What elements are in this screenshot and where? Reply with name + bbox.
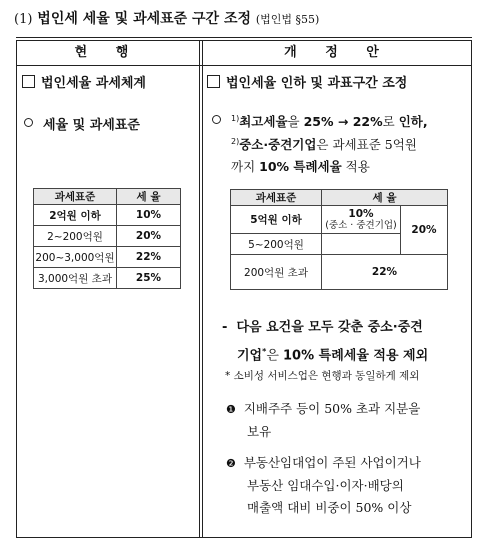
revised-section-heading: 법인세율 인하 및 과표구간 조정	[207, 72, 407, 91]
rate-cell: 10%	[117, 205, 181, 226]
number-one-icon: ❶	[226, 403, 236, 416]
rate-cell-sme: 10% (중소 · 중견기업)	[322, 206, 401, 234]
tax-base-cell: 3,000억원 초과	[34, 268, 117, 289]
footnote: * 소비성 서비스업은 현행과 동일하게 제외	[225, 370, 420, 382]
title-text: 법인세 세율 및 과세표준 구간 조정	[37, 11, 252, 27]
column-header-rate: 세 율	[322, 190, 448, 206]
rate-cell: 22%	[117, 247, 181, 268]
table-row	[34, 205, 181, 226]
header-revised: 개 정 안	[284, 45, 391, 60]
rate-cell: 20%	[117, 226, 181, 247]
column-header-tax-base: 과세표준	[231, 190, 322, 206]
column-divider	[199, 40, 200, 538]
revised-note-2: $^{2)}$중소·중견기업은 과세표준 5억원	[231, 137, 417, 153]
title-number: (1)	[14, 12, 33, 27]
circle-bullet-icon	[24, 118, 33, 127]
table-row	[34, 226, 181, 247]
rate-cell: 22%	[322, 255, 448, 290]
table-header-row	[231, 190, 448, 206]
tax-base-cell: 200억원 초과	[231, 255, 322, 290]
revised-note-2-cont: 까지 10% 특례세율 적용	[231, 159, 370, 174]
table-top-rule	[16, 37, 472, 38]
current-section-heading: 법인세율 과세체계	[22, 72, 146, 91]
table-header-row	[34, 189, 181, 205]
tax-base-cell: 2억원 이하	[34, 205, 117, 226]
title-law-reference: (법인법 §55)	[255, 13, 320, 26]
requirement-1: ❶ 지배주주 등이 50% 초과 지분을 보유	[226, 401, 421, 439]
exclusion-condition: - 다음 요건을 모두 갖춘 중소·중견 기업*은 10% 특례세율 적용 제외	[222, 320, 429, 364]
tax-base-cell: 2~200억원	[34, 226, 117, 247]
header-divider	[16, 65, 472, 66]
requirement-2: ❷ 부동산임대업이 주된 사업이거나 부동산 임대수입·이자·배당의 매출액 대비 비중이 50% 이상	[226, 455, 421, 515]
table-row	[34, 268, 181, 289]
revised-rate-table	[230, 189, 448, 290]
current-rate-table	[33, 188, 181, 289]
revised-note-1: $^{1)}$최고세율을 25% → 22%로 인하,	[212, 108, 428, 133]
rate-cell-merged: 20%	[401, 206, 448, 255]
page-title	[14, 8, 319, 28]
column-header-tax-base: 과세표준	[34, 189, 117, 205]
circle-bullet-icon	[212, 115, 221, 124]
checkbox-square-icon	[207, 75, 220, 88]
tax-base-cell: 200~3,000억원	[34, 247, 117, 268]
column-divider-inner	[202, 40, 203, 538]
header-current: 현 행	[74, 45, 141, 60]
table-row	[231, 255, 448, 290]
current-subheading: 세율 및 과세표준	[24, 114, 140, 133]
table-row	[231, 206, 448, 234]
number-two-icon: ❷	[226, 457, 236, 470]
rate-cell: 25%	[117, 268, 181, 289]
rate-cell-empty	[322, 234, 401, 255]
table-row	[34, 247, 181, 268]
tax-base-cell: 5억원 이하	[231, 206, 322, 234]
checkbox-square-icon	[22, 75, 35, 88]
tax-base-cell: 5~200억원	[231, 234, 322, 255]
column-header-rate: 세 율	[117, 189, 181, 205]
